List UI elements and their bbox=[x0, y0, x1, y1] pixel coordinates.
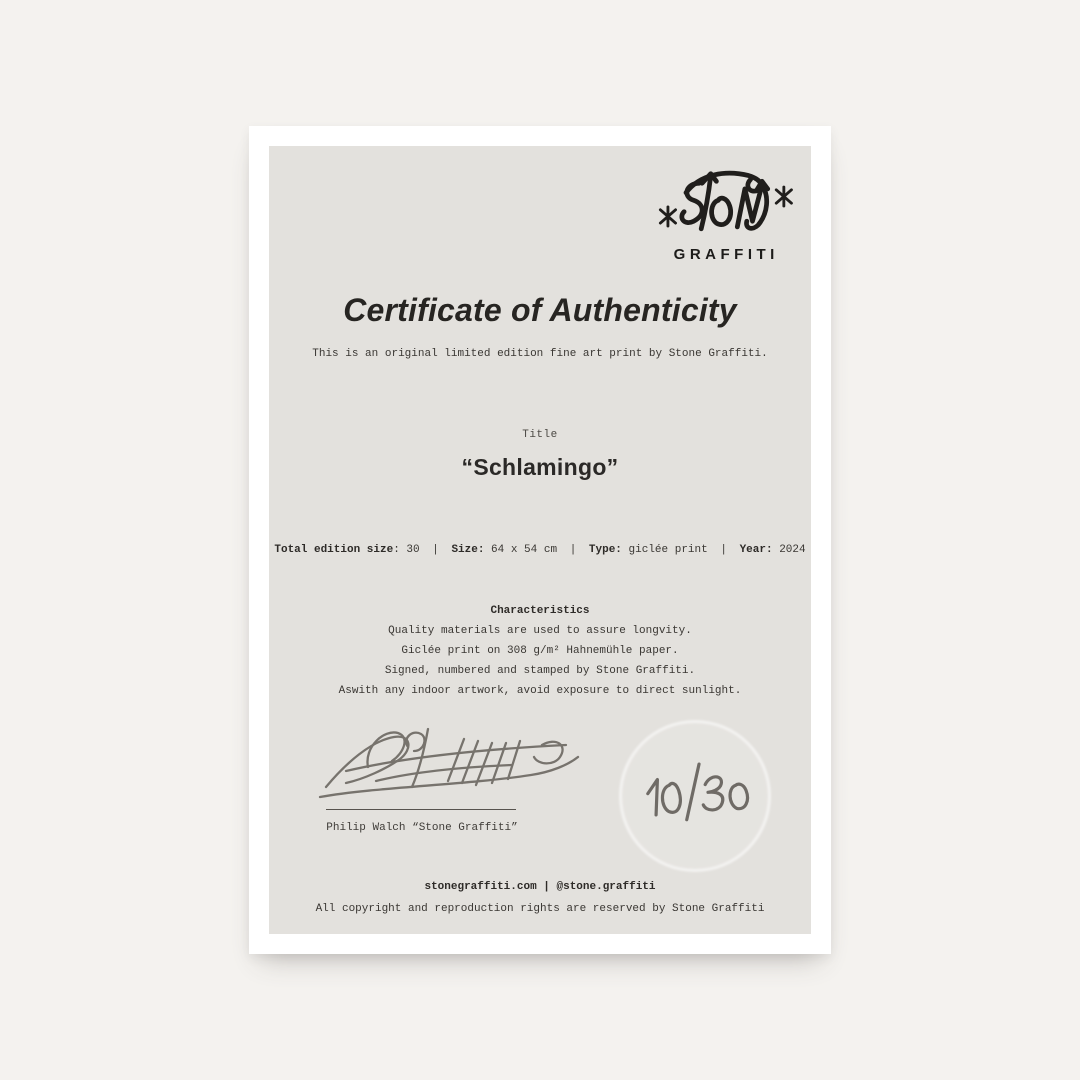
signature-name: Philip Walch “Stone Graffiti” bbox=[326, 822, 518, 834]
certificate-panel bbox=[269, 146, 811, 934]
stone-graffiti-tag-icon bbox=[655, 168, 793, 244]
characteristics-line: Signed, numbered and stamped by Stone Graffiti. bbox=[384, 665, 696, 677]
footer-links: stonegraffiti.com | @stone.graffiti bbox=[424, 881, 656, 893]
edition-specs-line bbox=[269, 543, 811, 558]
edition-number-handwriting bbox=[632, 759, 752, 827]
spec-year: Year: 2024 bbox=[739, 544, 806, 556]
title-label: Title bbox=[522, 429, 558, 441]
characteristics-heading: Characteristics bbox=[490, 605, 590, 617]
brand-logo bbox=[653, 168, 795, 263]
characteristics-line: Aswith any indoor artwork, avoid exposure to direct sunlight. bbox=[338, 685, 742, 697]
certificate-paper bbox=[249, 126, 831, 954]
spec-size: Size: 64 x 54 cm bbox=[451, 544, 558, 556]
certificate-heading: Certificate of Authenticity bbox=[343, 292, 737, 328]
spec-divider: | bbox=[569, 544, 577, 556]
characteristics-line: Giclée print on 308 g/m² Hahnemühle paper. bbox=[401, 645, 679, 657]
spec-divider: | bbox=[720, 544, 727, 556]
footer-copyright: All copyright and reproduction rights are reserved by Stone Graffiti bbox=[315, 903, 765, 915]
spec-type: Type: giclée print bbox=[588, 544, 708, 556]
brand-wordmark: GRAFFITI bbox=[673, 246, 779, 263]
characteristics-line: Quality materials are used to assure longvity. bbox=[388, 625, 692, 637]
spec-divider: | bbox=[432, 544, 439, 556]
spec-total-edition-size: Total edition size: 30 bbox=[274, 544, 420, 556]
artwork-title: “Schlamingo” bbox=[461, 454, 619, 480]
certificate-subheading: This is an original limited edition fine art print by Stone Graffiti. bbox=[312, 348, 768, 360]
signature-line bbox=[326, 809, 516, 810]
characteristics-section bbox=[269, 601, 811, 701]
signature-icon bbox=[316, 723, 601, 808]
